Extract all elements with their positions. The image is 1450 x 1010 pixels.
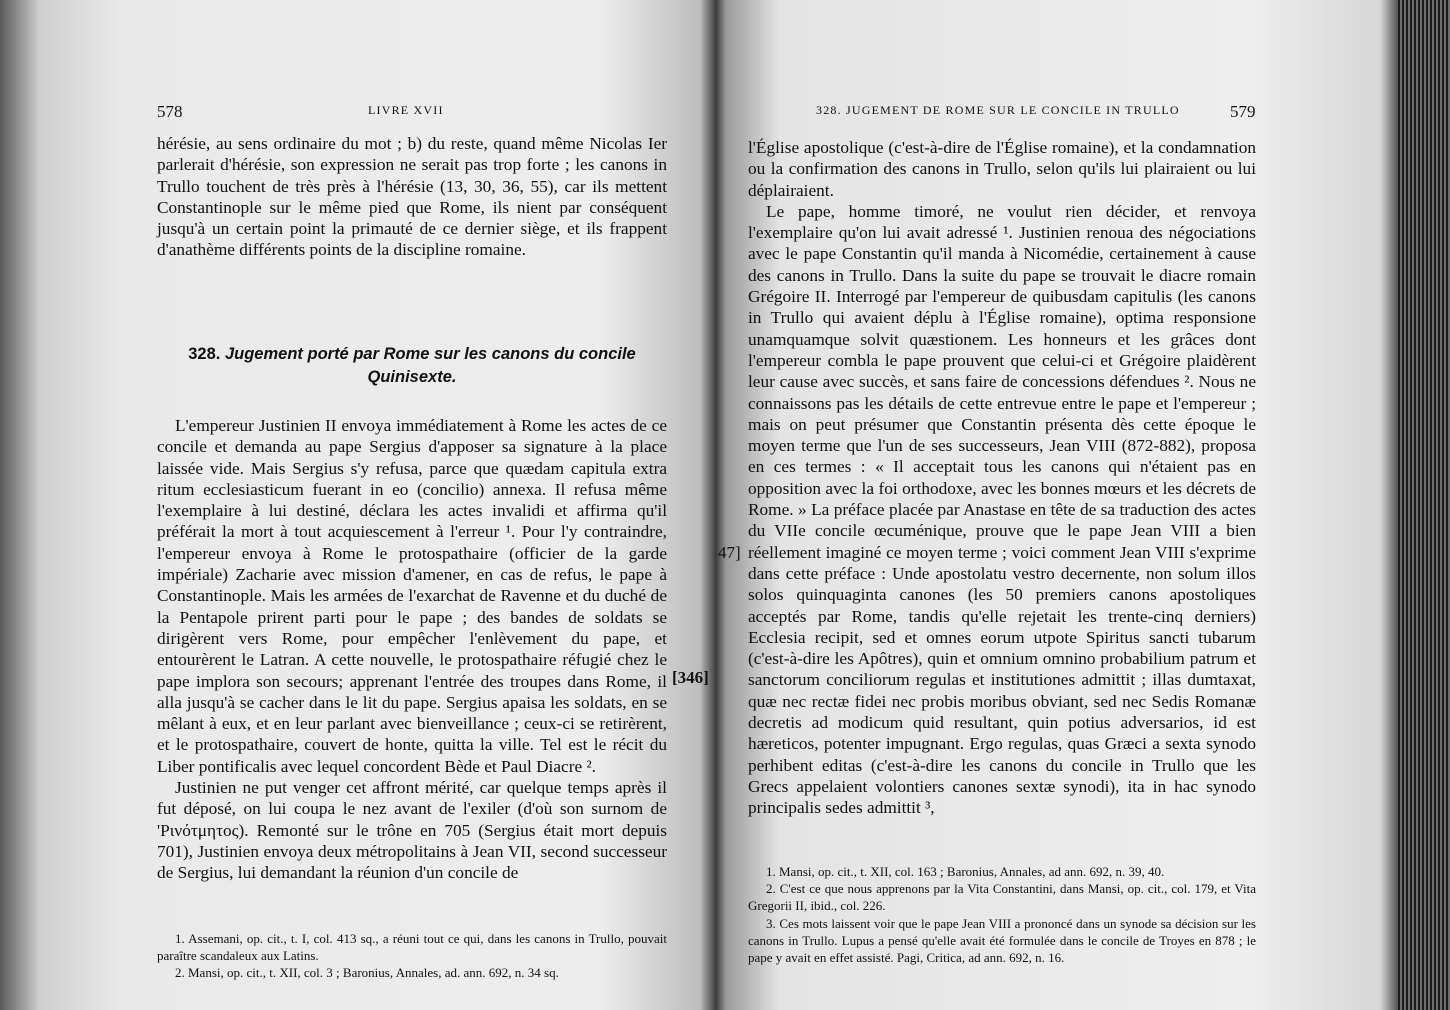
left-para-1: L'empereur Justinien II envoya immédiatement à Rome les actes de ce concile et demanda au pape Sergius d'apposer sa signature à la place laissée vide. Mais Sergius s'y refusa, parce que quædam capitula extra ritum ecclesiasticum fuerant in eo (concilio) annexa. Il refusa même l'exemplaire à lui destiné, déclara les actes invalidi et affirma qu'il préférait la mort à tout acquiescement à l'erreur ¹. Pour l'y contraindre, l'empereur envoya à Rome le protospathaire (officier de la garde impériale) Zacharie avec mission d'amener, en cas de refus, le pape à Constantinople. Mais les armées de l'exarchat de Ravenne et du duché de la Pentapole prirent parti pour le pape ; des bandes de soldats se dirigèrent vers Rome, pour empêcher l'enlèvement du pape, et entourèrent le Latran. A cette nouvelle, le protospathaire réfugié chez le pape implora son secours; apprenant l'entrée des troupes dans Rome, il alla jusqu'à se cacher dans le lit du pape. Sergius apaisa les soldats, en se mêlant à eux, et en leur parlant avec bienveillance ; ceux-ci se retirèrent, et le protospathaire, couvert de honte, quitta la ville. Tel est le récit du Liber pontificalis avec lequel concordent Bède et Paul Diacre ². bbox=[157, 416, 667, 776]
section-number: 328. bbox=[188, 345, 221, 363]
right-running-head: 328. JUGEMENT DE ROME SUR LE CONCILE IN TRULLO bbox=[816, 103, 1180, 117]
left-top-paragraph bbox=[157, 133, 667, 261]
right-footnote-1: 1. Mansi, op. cit., t. XII, col. 163 ; Baronius, Annales, ad ann. 692, n. 39, 40. bbox=[766, 864, 1165, 879]
right-footnote-3: 3. Ces mots laissent voir que le pape Jean VIII a prononcé dans un synode sa décision sur les canons in Trullo. Lupus a pensé qu'elle avait été formulée dans le concile de Troyes en 878 ; le pape y avait en effet assisté. Pagi, Critica, ad ann. 692, n. 16. bbox=[748, 915, 1256, 966]
left-body bbox=[157, 415, 667, 884]
left-footnotes bbox=[157, 930, 667, 982]
left-top-text: hérésie, au sens ordinaire du mot ; b) du reste, quand même Nicolas Ier parlerait d'hérésie, son expression ne serait pas trop forte ; les canons in Trullo touchent de très près à l'hérésie (13, 30, 36, 55), car ils mettent Constantinople sur le même pied que Rome, ils nient par conséquent jusqu'à un certain point la primauté de ce dernier siège, et ils frappent d'anathème différents points de la discipline romaine. bbox=[157, 134, 667, 260]
right-footnote-2: 2. C'est ce que nous apprenons par la Vita Constantini, dans Mansi, op. cit., col. 179, et Vita Gregorii II, ibid., col. 226. bbox=[748, 881, 1256, 914]
right-top-text: l'Église apostolique (c'est-à-dire de l'Église romaine), et la condamnation ou la confirmation des canons in Trullo, selon qu'ils lui plairaient ou lui déplairaient. bbox=[748, 138, 1256, 200]
section-title: Jugement porté par Rome sur les canons du concile Quinisexte. bbox=[224, 345, 636, 386]
left-folio: 578 bbox=[157, 102, 183, 121]
left-footnote-2: 2. Mansi, op. cit., t. XII, col. 3 ; Baronius, Annales, ad. ann. 692, n. 34 sq. bbox=[175, 965, 559, 981]
right-body bbox=[748, 137, 1256, 819]
right-margin-page-mark: 47] bbox=[718, 543, 741, 562]
left-footnote-1: 1. Assemani, op. cit., t. I, col. 413 sq., a réuni tout ce qui, dans les canons in Trullo, pouvait paraître scandaleux aux Latins. bbox=[157, 931, 667, 964]
left-margin-page-mark: [346] bbox=[672, 668, 709, 687]
right-para-1: Le pape, homme timoré, ne voulut rien décider, et renvoya l'exemplaire qu'on lui avait adressé ¹. Justinien renoua des négociations avec le pape Constantin qu'il manda à Nicomédie, certainement à cause des canons in Trullo. Dans la suite du pape se trouvait le diacre romain Grégoire II. Interrogé par l'empereur de quibusdam capitulis (les canons in Trullo qui avaient déplu à l'Église romaine), optima responsione unamquamque solvit quæstionem. Les honneurs et les grâces dont l'empereur combla le pape prouvent que celui-ci et Grégoire plaidèrent leur cause avec succès, et sans faire de concessions défendues ². Nous ne connaissons pas les détails de cette entrevue entre le pape et l'empereur ; mais on peut présumer que Constantin présenta dès cette époque le moyen terme que l'un de ses successeurs, Jean VIII (872-882), proposa en ces termes : « Il acceptait tous les canons qui n'étaient pas en opposition avec la foi orthodoxe, avec les bonnes mœurs et les décrets de Rome. » La préface placée par Anastase en tête de sa traduction des actes du VIIe concile œcuménique, prouve que le pape Jean VIII a bien réellement imaginé ce moyen terme ; voici comment Jean VIII s'exprime dans cette préface : Unde apostolatu vestro decernente, non solum illos solos quinquaginta canones (les 50 premiers canons apostoliques acceptés par Rome, tandis qu'elle rejetait les trente-cinq derniers) Ecclesia recipit, sed et omnes eorum utpote Spiritus sancti tubarum (c'est-à-dire les Apôtres), quin et omnium omnino probabilium patrum et sanctorum conciliorum regulas et institutiones admittit ; illas dumtaxat, quæ nec rectæ fidei nec probis moribus obviant, sed nec Sedis Romanæ decretis ad modicum quid resultant, quin potius adversarios, id est hæreticos, potenter impugnant. Ergo regulas, quas Græci a sexta synodo perhibent editas (c'est-à-dire les canons du concile in Trullo que les Grecs appelaient volontiers canones sextæ synodi), ita in hac synodo principalis sedes admittit ³, bbox=[748, 201, 1256, 818]
left-para-2: Justinien ne put venger cet affront mérité, car quelque temps après il fut déposé, on lui coupa le nez avant de l'exiler (d'où son surnom de 'Ρινότμητος). Remonté sur le trône en 705 (Sergius était mort depuis 701), Justinien envoya deux métropolitains à Jean VII, second successeur de Sergius, lui demandant la réunion d'un concile de bbox=[157, 778, 667, 883]
left-running-head: LIVRE XVII bbox=[368, 103, 444, 117]
right-folio: 579 bbox=[1230, 102, 1256, 121]
right-footnotes bbox=[748, 863, 1256, 966]
section-heading bbox=[162, 343, 662, 389]
page-edges bbox=[1398, 0, 1450, 1010]
